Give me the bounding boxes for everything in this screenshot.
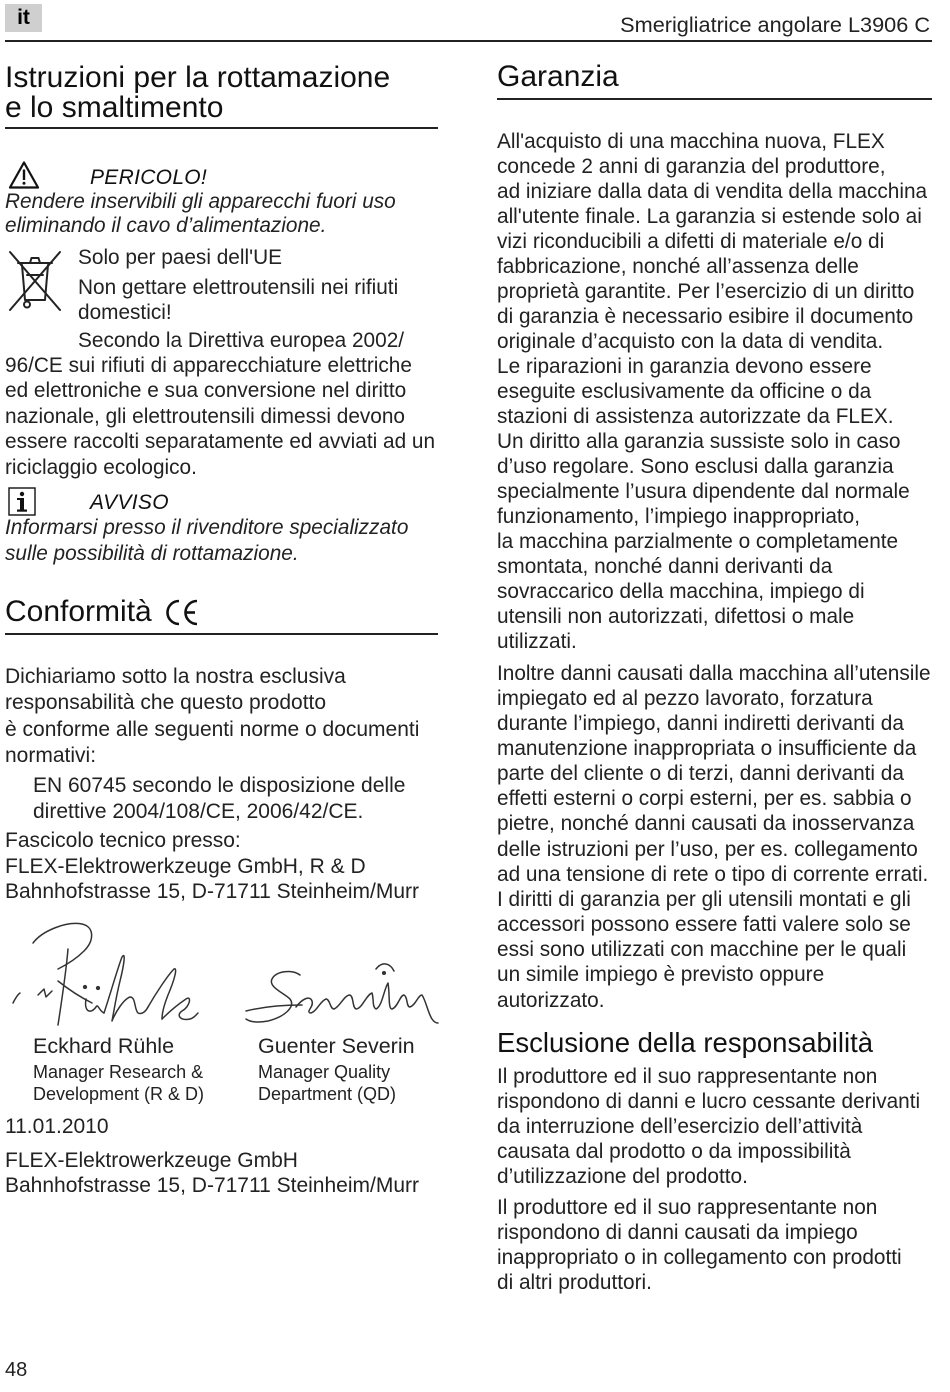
text-line: ed elettroniche e sua conversione nel diritto [5, 379, 407, 403]
liability-paragraph [497, 1064, 920, 1189]
section-rule [5, 127, 438, 129]
text-line: inappropriato o in collegamento con prodotti [497, 1245, 902, 1269]
text-line: Informarsi presso il rivenditore specializzato [5, 516, 409, 539]
text-line: smontata, nonché danni derivanti da [497, 555, 833, 579]
signature-2 [246, 964, 438, 1023]
disposal-title [5, 63, 390, 123]
text-line: pietre, nonché danni causati da inosservanza [497, 812, 915, 836]
text-line: parte del cliente o di terzi, danni derivanti da [497, 762, 904, 786]
warranty-paragraph [497, 129, 927, 655]
warning-triangle-icon [8, 160, 40, 190]
ce-mark-icon [163, 599, 201, 626]
text-line: stazioni di assistenza autorizzate da FLEX. [497, 405, 894, 429]
text-line: Rendere inservibili gli apparecchi fuori uso [5, 189, 396, 213]
role-line: Development (R & D) [33, 1084, 205, 1105]
warranty-title: Garanzia [497, 60, 619, 93]
text-line: rispondono di danni e lucro cessante derivanti [497, 1089, 921, 1113]
weee-directive-text [5, 328, 435, 480]
signatory-2 [258, 1033, 415, 1106]
text-line: proprietà garantite. Per l’esercizio di un diritto [497, 279, 915, 303]
title-line: e lo smaltimento [5, 91, 224, 124]
text-line: eseguite esclusivamente da officine o da [497, 379, 872, 403]
text-line: essere raccolti separatamente ed avviati ad un [5, 430, 436, 454]
signatory-name: Eckhard Rühle [33, 1034, 175, 1058]
text-line: fabbricazione, nonché all’assenza delle [497, 254, 859, 278]
text-line: originale d’acquisto con la data di vendita. [497, 329, 884, 353]
text-line: normativi: [5, 744, 97, 768]
text-line: un simile impiego è previsto oppure [497, 963, 825, 987]
household-waste-warning [78, 275, 398, 325]
text-line: Secondo la Direttiva europea 2002/ [78, 328, 405, 352]
signatory-role [258, 1061, 415, 1106]
section-rule [497, 98, 932, 100]
text-line: eliminando il cavo d’alimentazione. [5, 214, 327, 238]
text-line: Inoltre danni causati dalla macchina all’utensile [497, 661, 931, 685]
danger-label: PERICOLO! [90, 165, 208, 189]
text-line: EN 60745 secondo le disposizione delle [33, 774, 406, 797]
technical-file-address [5, 828, 419, 905]
danger-text [5, 190, 396, 239]
text-line: direttive 2004/108/CE, 2006/42/CE. [33, 800, 364, 823]
notice-label: AVVISO [90, 490, 169, 514]
text-line: la macchina parzialmente o completamente [497, 530, 899, 554]
text-line: Non gettare elettroutensili nei rifiuti [78, 275, 399, 299]
text-line: delle istruzioni per l’uso, per es. collegamento [497, 837, 918, 861]
text-line: è conforme alle seguenti norme o documenti [5, 717, 420, 741]
text-line: Le riparazioni in garanzia devono essere [497, 354, 872, 378]
text-line: accessori possono essere fatti valere solo se [497, 913, 911, 937]
text-line: nazionale, gli elettroutensili dimessi devono [5, 404, 405, 428]
text-line: responsabilità che questo prodotto [5, 691, 327, 715]
text-line: funzionamento, l’impiego inappropriato, [497, 505, 861, 529]
text-line: durante l’impiego, danni indiretti derivanti da [497, 711, 904, 735]
header-rule [5, 40, 932, 42]
signatory-role [33, 1061, 204, 1106]
text-line: di altri produttori. [497, 1270, 652, 1294]
role-line: Department (QD) [258, 1084, 397, 1105]
text-line: Bahnhofstrasse 15, D-71711 Steinheim/Murr [5, 880, 419, 904]
text-line: All'acquisto di una macchina nuova, FLEX [497, 129, 885, 153]
liability-paragraph [497, 1195, 902, 1295]
signatory-name: Guenter Severin [258, 1034, 415, 1058]
conformity-title: Conformità [5, 595, 152, 628]
text-line: utensili non autorizzati, difettosi o male [497, 605, 855, 629]
text-line: vizi riconducibili a difetti di materiale e/o di [497, 229, 885, 253]
section-rule [5, 633, 438, 635]
declaration-date: 11.01.2010 [5, 1115, 109, 1138]
text-line: effetti esterni o corpi esterni, per es. sabbia o [497, 787, 912, 811]
eu-only-heading: Solo per paesi dell'UE [78, 245, 282, 269]
text-line: d’utilizzazione del prodotto. [497, 1164, 748, 1188]
applied-standards [33, 773, 405, 825]
text-line: domestici! [78, 300, 172, 324]
text-line: impiegato ed al pezzo lavorato, forzatura [497, 686, 873, 710]
signature-1 [13, 923, 198, 1025]
language-badge: it [5, 4, 42, 32]
role-line: Manager Research & [33, 1061, 204, 1082]
text-line: causata dal prodotto o da impossibilità [497, 1139, 851, 1163]
text-line: d’uso regolare. Sono esclusi dalla garanzia [497, 455, 894, 479]
text-line: FLEX-Elektrowerkzeuge GmbH [5, 1148, 298, 1172]
company-address [5, 1148, 419, 1198]
text-line: manutenzione inappropriata o insufficiente da [497, 736, 917, 760]
text-line: rispondono di danni causati da impiego [497, 1220, 858, 1244]
text-line: sovraccarico della macchina, impiego di [497, 580, 865, 604]
crossed-out-wheelie-bin-icon [6, 248, 64, 314]
text-line: utilizzati. [497, 630, 577, 654]
text-line: da interruzione dell’esercizio dell’attività [497, 1114, 863, 1138]
text-line: I diritti di garanzia per gli utensili montati e gli [497, 887, 911, 911]
text-line: Dichiariamo sotto la nostra esclusiva [5, 664, 346, 688]
text-line: essi sono utilizzati con macchine per le quali [497, 938, 907, 962]
text-line: Il produttore ed il suo rappresentante non [497, 1064, 878, 1088]
signatory-1 [33, 1033, 204, 1106]
role-line: Manager Quality [258, 1061, 391, 1082]
conformity-declaration [5, 664, 419, 770]
text-line: specialmente l’usura dipendente dal normale [497, 480, 910, 504]
text-line: riciclaggio ecologico. [5, 455, 197, 479]
page-number: 48 [5, 1359, 28, 1381]
info-icon [8, 487, 36, 516]
liability-title: Esclusione della responsabilità [497, 1027, 874, 1058]
text-line: Il produttore ed il suo rappresentante non [497, 1195, 878, 1219]
document-title: Smerigliatrice angolare L3906 C [620, 12, 930, 37]
handwritten-signatures [0, 915, 445, 1037]
text-line: Bahnhofstrasse 15, D-71711 Steinheim/Murr [5, 1173, 419, 1197]
title-line: Istruzioni per la rottamazione [5, 61, 391, 94]
text-line: Un diritto alla garanzia sussiste solo in caso [497, 430, 901, 454]
text-line: Fascicolo tecnico presso: [5, 829, 241, 852]
warranty-paragraph [497, 661, 931, 1013]
text-line: ad iniziare dalla data di vendita della macchina [497, 179, 928, 203]
text-line: di garanzia è necessario esibire il documento [497, 304, 914, 328]
notice-text [5, 515, 408, 567]
text-line: autorizzato. [497, 988, 605, 1012]
text-line: 96/CE sui rifiuti di apparecchiature elettriche [5, 353, 412, 377]
text-line: all'utente finale. La garanzia si estende solo ai [497, 204, 922, 228]
text-line: ad una tensione di rete o tipo di corrente errati. [497, 862, 929, 886]
text-line: sulle possibilità di rottamazione. [5, 542, 299, 565]
text-line: concede 2 anni di garanzia del produttore, [497, 154, 886, 178]
text-line: FLEX-Elektrowerkzeuge GmbH, R & D [5, 854, 366, 878]
